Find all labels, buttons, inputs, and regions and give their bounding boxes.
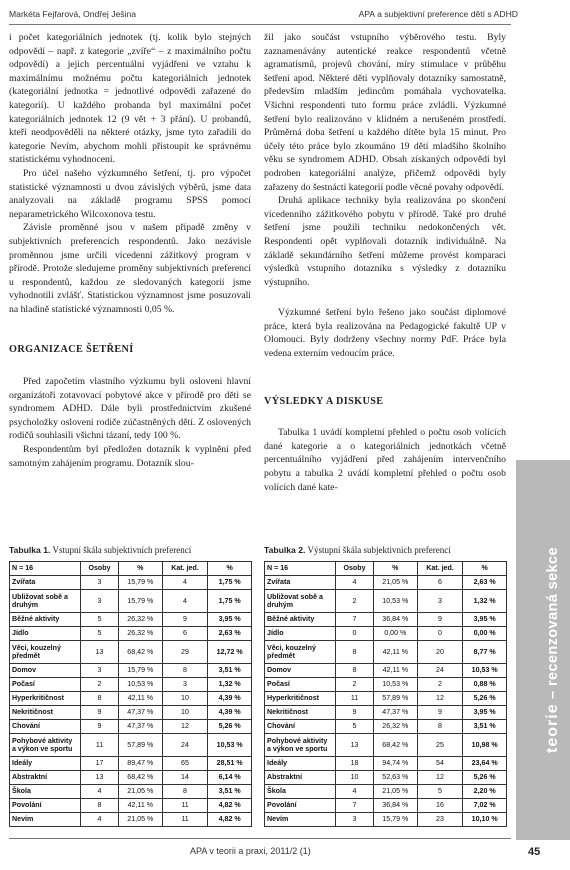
table-cell: 10 xyxy=(336,771,374,785)
table-cell: 1,32 % xyxy=(208,678,252,692)
table-row xyxy=(10,692,252,706)
table-cell: 9 xyxy=(162,613,208,627)
band-word-sekce: recenzovaná sekce xyxy=(545,547,561,687)
table-cell: 89,47 % xyxy=(119,757,163,771)
table-cell: 1,32 % xyxy=(463,590,507,613)
table-cell: 8 xyxy=(417,720,463,734)
table-cell: Věci, kouzelný předmět xyxy=(265,641,336,664)
table-row xyxy=(10,613,252,627)
table-cell: 10,53 % xyxy=(119,678,163,692)
left-column xyxy=(9,31,251,470)
table-cell: 28,51 % xyxy=(208,757,252,771)
table-header-row xyxy=(10,562,252,576)
paragraph: Druhá aplikace techniky byla realizována po skončení vícedenního zážitkového pobytu v přírodě. Také pro druhé šetření jsme použili techniku nedokončených vět. Respondenti opět vyplňovali dotazník individuálně. Na základě sekundárního šetření můžeme provést komparaci výsledků vstupního dotazníku s výsledky z dotazníku výstupního. xyxy=(264,195,506,288)
table-cell: Chování xyxy=(10,720,81,734)
table-row xyxy=(10,757,252,771)
table-cell: 47,37 % xyxy=(119,706,163,720)
table-cell: 12 xyxy=(162,720,208,734)
table-cell: 47,37 % xyxy=(374,706,418,720)
table-cell: 4,82 % xyxy=(208,813,252,827)
table-cell: 8 xyxy=(162,664,208,678)
table-cell: 26,32 % xyxy=(374,720,418,734)
table-row xyxy=(265,590,507,613)
table-row xyxy=(265,692,507,706)
table-row xyxy=(10,734,252,757)
table-cell: 13 xyxy=(81,771,119,785)
table-cell: 10,53 % xyxy=(208,734,252,757)
table-cell: 5,26 % xyxy=(463,771,507,785)
table-cell: Běžné aktivity xyxy=(265,613,336,627)
table-cell: Nevím xyxy=(265,813,336,827)
paragraph: Pro účel našeho výzkumného šetření, tj. pro výpočet statistické významnosti u dvou závislých výběrů, jsme data analyzovali na základě programu SPSS pomocí neparametrického Wilcoxonova testu. xyxy=(9,167,251,220)
table-cell: 68,42 % xyxy=(119,641,163,664)
table-cell: 5 xyxy=(417,785,463,799)
table-cell: 9 xyxy=(81,706,119,720)
table-cell: 4 xyxy=(336,576,374,590)
table-cell: 13 xyxy=(336,734,374,757)
table-cell: 36,84 % xyxy=(374,613,418,627)
table-cell: 3,51 % xyxy=(208,664,252,678)
table-row xyxy=(265,576,507,590)
running-header-title: APA a subjektivní preference dětí s ADHD xyxy=(358,9,518,19)
table-cell: 5,26 % xyxy=(208,720,252,734)
paragraph: Závisle proměnné jsou v našem případě změny v subjektivních preferencích respondentů. Jako nezávisle proměnnou jsme určili vícedenní zážitkový program v přírodě. Protože sledujeme proměny subjektivních preferencí u respondentů, každou ze sledovaných kategorií jsme vyhodnotili zvlášť. Statistickou významnost jsme posuzovali na hladině statistické významnosti 0,05 %. xyxy=(9,222,251,315)
paragraph: i počet kategoriálních jednotek (tj. kolik bylo stejných odpovědí – např. z kategorie „zvíře“ – z maximálního počtu odpovědí) a jejich percentuální vyjádření ve vztahu k maximálnímu možnému počtu kategoriálních jednotek (kategoriální jednotka = jednotlivé odpovědi zařazené do kategorií). U každého probanda byl maximální počet kategoriálních jednotek 12 (9 vět + 3 přání). U probandů, kteří neodpověděli na některé otázky, jsme tyto zařadili do kategorie Nevím, abychom mohli přistoupit ke správnému statistickému vyhodnocení. xyxy=(9,32,251,166)
table-cell: 25 xyxy=(417,734,463,757)
table-cell: 94,74 % xyxy=(374,757,418,771)
table-cell: 12 xyxy=(417,771,463,785)
table-cell: 65 xyxy=(162,757,208,771)
table-cell: Nekritičnost xyxy=(265,706,336,720)
table-cell: 11 xyxy=(162,813,208,827)
table-row xyxy=(265,799,507,813)
table-cell: Hyperkritičnost xyxy=(10,692,81,706)
table-cell: 3,95 % xyxy=(463,613,507,627)
table-cell: 2 xyxy=(417,678,463,692)
table-cell: 9 xyxy=(417,613,463,627)
table-cell: 11 xyxy=(81,734,119,757)
table-cell: 5,26 % xyxy=(463,692,507,706)
table-cell: 0,00 % xyxy=(463,627,507,641)
table-row xyxy=(265,627,507,641)
table-header-row xyxy=(265,562,507,576)
table-cell: 21,05 % xyxy=(374,785,418,799)
table-cell: 15,79 % xyxy=(119,576,163,590)
section-heading: VÝSLEDKY A DISKUSE xyxy=(264,395,384,407)
table-cell: Abstraktní xyxy=(10,771,81,785)
table-cell: 3,95 % xyxy=(463,706,507,720)
table-cell: 21,05 % xyxy=(374,576,418,590)
table-cell: 10,10 % xyxy=(463,813,507,827)
table-cell: 23 xyxy=(417,813,463,827)
table-cell: 2,63 % xyxy=(208,627,252,641)
band-dash: – xyxy=(545,690,561,699)
table-cell: 54 xyxy=(417,757,463,771)
table-cell: 8 xyxy=(81,799,119,813)
table-cell: 4,39 % xyxy=(208,706,252,720)
table-cell: 17 xyxy=(81,757,119,771)
footer-journal: APA v teorii a praxi, 2011/2 (1) xyxy=(190,846,311,856)
table-cell: Ideály xyxy=(10,757,81,771)
table-cell: 3 xyxy=(162,678,208,692)
table-cell: 68,42 % xyxy=(119,771,163,785)
table-row xyxy=(265,720,507,734)
table-header-cell: Kat. jed. xyxy=(417,562,463,576)
table-row xyxy=(10,678,252,692)
table-cell: 4,39 % xyxy=(208,692,252,706)
table2-caption-text: Výstupní škála subjektivních preferencí xyxy=(307,545,451,555)
table-cell: 2 xyxy=(81,678,119,692)
table-cell: Povolání xyxy=(10,799,81,813)
table-cell: 0 xyxy=(417,627,463,641)
table-cell: Jídlo xyxy=(265,627,336,641)
table-row xyxy=(10,799,252,813)
table-cell: 0,88 % xyxy=(463,678,507,692)
table-row xyxy=(10,641,252,664)
table-cell: 6 xyxy=(417,576,463,590)
table-cell: 3,51 % xyxy=(463,720,507,734)
table-header-cell: % xyxy=(374,562,418,576)
paragraph: Výzkumné šetření bylo řešeno jako součást diplomové práce, která byla realizována na Pedagogické fakultě UP v Olomouci. Byly dodrženy všechny normy PdF. Práce byla vedena externím vedoucím práce. xyxy=(264,307,506,360)
table-cell: 10 xyxy=(162,692,208,706)
table-cell: Nekritičnost xyxy=(10,706,81,720)
table2 xyxy=(264,561,507,827)
table-cell: 16 xyxy=(417,799,463,813)
table-cell: 9 xyxy=(417,706,463,720)
table-row xyxy=(265,785,507,799)
table-cell: 24 xyxy=(417,664,463,678)
table-cell: 11 xyxy=(336,692,374,706)
table-cell: 2,20 % xyxy=(463,785,507,799)
table-row xyxy=(10,576,252,590)
table-row xyxy=(265,678,507,692)
paragraph: žil jako součást vstupního výběrového testu. Byly zaznamenávány autentické reakce respondentů včetně agramatismů, projevů chování, míry stimulace v průběhu šetření apod. Některé děti vyplňovaly dotazníky samostatně, především mladším jedincům pomáhala vychovatelka. Všichni respondenti tuto formu práce zvládli. Výzkumné šetření bylo realizováno v klidném a nerušeném prostředí. Průměrná doba šetření u každého dítěte byla 15 minut. Pro účely této práce bylo zkoumáno 19 dětí mladšího školního věku se syndromem ADHD. Obsah získaných odpovědí byl podroben kategoriální analýze, přičemž odpovědi byly zařazeny do šestnácti kategorií podle věcné povahy odpovědí. xyxy=(264,32,506,193)
table-cell: 36,84 % xyxy=(374,799,418,813)
table-cell: 20 xyxy=(417,641,463,664)
table-cell: Zvířata xyxy=(265,576,336,590)
table-cell: 7 xyxy=(336,613,374,627)
table-cell: 26,32 % xyxy=(119,613,163,627)
table-cell: Věci, kouzelný předmět xyxy=(10,641,81,664)
page-number: 45 xyxy=(528,846,541,858)
table-cell: Pohybové aktivity a výkon ve sportu xyxy=(10,734,81,757)
table-header-cell: % xyxy=(119,562,163,576)
table-cell: 2,63 % xyxy=(463,576,507,590)
table-cell: Domov xyxy=(265,664,336,678)
table-cell: Povolání xyxy=(265,799,336,813)
table-cell: 68,42 % xyxy=(374,734,418,757)
table-cell: 3 xyxy=(336,813,374,827)
table-cell: 12,72 % xyxy=(208,641,252,664)
table-cell: 23,64 % xyxy=(463,757,507,771)
table-cell: 8 xyxy=(162,785,208,799)
table-cell: 42,11 % xyxy=(374,641,418,664)
table-cell: 5 xyxy=(336,720,374,734)
table-cell: 1,75 % xyxy=(208,576,252,590)
table2-caption-label: Tabulka 2. xyxy=(264,545,306,555)
section-heading: ORGANIZACE ŠETŘENÍ xyxy=(9,344,134,356)
table-cell: 8,77 % xyxy=(463,641,507,664)
table-cell: Chování xyxy=(265,720,336,734)
table-row xyxy=(265,706,507,720)
table-cell: Abstraktní xyxy=(265,771,336,785)
table-header-cell: Osoby xyxy=(81,562,119,576)
table-cell: 8 xyxy=(81,692,119,706)
table-header-cell: % xyxy=(208,562,252,576)
table-cell: 2 xyxy=(336,590,374,613)
table-cell: 8 xyxy=(336,664,374,678)
table-cell: 6,14 % xyxy=(208,771,252,785)
table-cell: Počasí xyxy=(265,678,336,692)
table-header-cell: Osoby xyxy=(336,562,374,576)
table-cell: 4 xyxy=(81,813,119,827)
table-cell: 8 xyxy=(336,641,374,664)
paragraph: Tabulka 1 uvádí kompletní přehled o počtu osob volících dané kategorie a o kategoriálních jednotkách včetně percentuálního vyjádření před zahájením intervenčního pobytu a tabulka 2 uvádí kompletní přehled o počtu osob volících dané kate- xyxy=(264,427,506,493)
table-cell: 1,75 % xyxy=(208,590,252,613)
table-row xyxy=(265,757,507,771)
table-row xyxy=(10,813,252,827)
table-cell: 42,11 % xyxy=(119,799,163,813)
table-cell: 6 xyxy=(162,627,208,641)
table-cell: 2 xyxy=(336,678,374,692)
table-cell: Běžné aktivity xyxy=(10,613,81,627)
table1-caption xyxy=(9,545,191,555)
table-cell: 5 xyxy=(81,613,119,627)
table-cell: 4,82 % xyxy=(208,799,252,813)
table-cell: 47,37 % xyxy=(119,720,163,734)
table-row xyxy=(10,664,252,678)
table-row xyxy=(10,627,252,641)
table-cell: Hyperkritičnost xyxy=(265,692,336,706)
table-cell: 4 xyxy=(162,590,208,613)
table-cell: 3,51 % xyxy=(208,785,252,799)
header-rule xyxy=(9,24,511,25)
table-cell: Počasí xyxy=(10,678,81,692)
table-cell: 10,98 % xyxy=(463,734,507,757)
table-cell: 29 xyxy=(162,641,208,664)
table1-caption-text: Vstupní škála subjektivních preferencí xyxy=(52,545,192,555)
table-row xyxy=(10,771,252,785)
table-header-cell: Kat. jed. xyxy=(162,562,208,576)
table-cell: 21,05 % xyxy=(119,813,163,827)
table-cell: Ubližovat sobě a druhým xyxy=(265,590,336,613)
table-row xyxy=(265,641,507,664)
table-row xyxy=(265,664,507,678)
table-row xyxy=(265,734,507,757)
table-cell: 15,79 % xyxy=(374,813,418,827)
table-cell: 12 xyxy=(417,692,463,706)
table-cell: 52,63 % xyxy=(374,771,418,785)
table-cell: 13 xyxy=(81,641,119,664)
table-cell: 0,00 % xyxy=(374,627,418,641)
table-cell: 26,32 % xyxy=(119,627,163,641)
table-row xyxy=(265,813,507,827)
table-header-cell: % xyxy=(463,562,507,576)
table-cell: 10,53 % xyxy=(374,678,418,692)
band-word-teorie: teorie xyxy=(544,703,561,753)
table-cell: 42,11 % xyxy=(119,692,163,706)
table-cell: 9 xyxy=(81,720,119,734)
table-cell: Domov xyxy=(10,664,81,678)
table1-caption-label: Tabulka 1. xyxy=(9,545,51,555)
table-cell: 9 xyxy=(336,706,374,720)
table-cell: 3 xyxy=(81,664,119,678)
table-cell: 4 xyxy=(336,785,374,799)
table1 xyxy=(9,561,252,827)
table-cell: 21,05 % xyxy=(119,785,163,799)
table-cell: 3 xyxy=(417,590,463,613)
section-side-band xyxy=(516,460,570,840)
table-header-cell: N = 16 xyxy=(10,562,81,576)
running-header-authors: Markéta Fejfarová, Ondřej Ješina xyxy=(9,9,137,19)
footer-rule xyxy=(9,838,511,839)
table-cell: 3 xyxy=(81,576,119,590)
table-cell: 15,79 % xyxy=(119,664,163,678)
table-cell: Zvířata xyxy=(10,576,81,590)
table-cell: 14 xyxy=(162,771,208,785)
table-row xyxy=(265,771,507,785)
table-row xyxy=(10,590,252,613)
table-cell: 57,89 % xyxy=(119,734,163,757)
right-column xyxy=(264,31,506,494)
table-cell: 7 xyxy=(336,799,374,813)
table-cell: Ideály xyxy=(265,757,336,771)
table-cell: 7,02 % xyxy=(463,799,507,813)
paragraph: Respondentům byl předložen dotazník k vyplnění před samotným zahájením programu. Dotazník slou- xyxy=(9,444,251,469)
table-cell: 24 xyxy=(162,734,208,757)
paragraph: Před započetím vlastního výzkumu byli osloveni hlavní organizátoři zotavovací pobytové akce v přírodě pro děti se syndromem ADHD. Dále byli prostřednictvím zkušené psycholožky osloveni rodiče zúčastněných dětí. Z oslovených rodičů souhlasili všichni tázaní, tedy 100 %. xyxy=(9,376,251,442)
table-cell: 15,79 % xyxy=(119,590,163,613)
table-cell: Ubližovat sobě a druhým xyxy=(10,590,81,613)
table-cell: 42,11 % xyxy=(374,664,418,678)
table-cell: 4 xyxy=(81,785,119,799)
table-row xyxy=(10,720,252,734)
table-header-cell: N = 16 xyxy=(265,562,336,576)
table-cell: 10,53 % xyxy=(374,590,418,613)
table-cell: Pohybové aktivity a výkon ve sportu xyxy=(265,734,336,757)
table-row xyxy=(10,706,252,720)
table-cell: 0 xyxy=(336,627,374,641)
table-cell: Škola xyxy=(265,785,336,799)
table-cell: 10 xyxy=(162,706,208,720)
table-cell: 5 xyxy=(81,627,119,641)
table-row xyxy=(265,613,507,627)
table-cell: 3,95 % xyxy=(208,613,252,627)
table-cell: 3 xyxy=(81,590,119,613)
table-cell: 18 xyxy=(336,757,374,771)
table-cell: Jídlo xyxy=(10,627,81,641)
table-cell: Škola xyxy=(10,785,81,799)
table-cell: 10,53 % xyxy=(463,664,507,678)
table-cell: 11 xyxy=(162,799,208,813)
table-cell: 4 xyxy=(162,576,208,590)
table-cell: 57,89 % xyxy=(374,692,418,706)
table2-caption xyxy=(264,545,451,555)
table-cell: Nevím xyxy=(10,813,81,827)
table-row xyxy=(10,785,252,799)
